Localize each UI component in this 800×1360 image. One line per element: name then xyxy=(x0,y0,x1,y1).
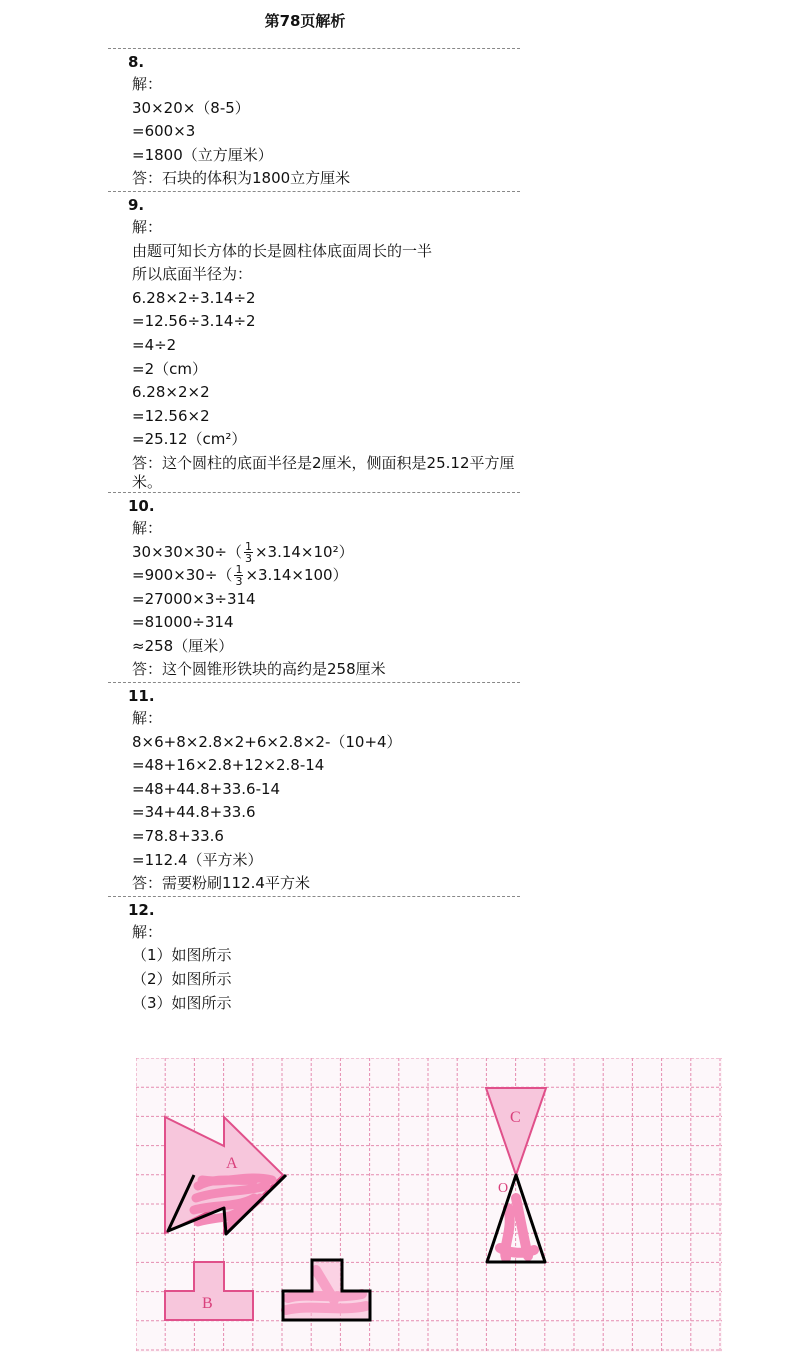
solution-line: 6.28×2×2 xyxy=(132,383,210,402)
problem-12 xyxy=(108,896,520,1015)
solution-line: ≈258（厘米） xyxy=(132,636,234,655)
label-b: B xyxy=(202,1295,213,1312)
solution-line: （3）如图所示 xyxy=(132,993,232,1012)
solution-line: 6.28×2÷3.14÷2 xyxy=(132,288,256,307)
expression-part: ×3.14×10²） xyxy=(254,542,354,561)
solution-line: =27000×3÷314 xyxy=(132,589,256,608)
solution-line: =12.56×2 xyxy=(132,406,210,425)
fraction-numerator: 1 xyxy=(244,539,252,553)
solution-line: =112.4（平方米） xyxy=(132,850,263,869)
fraction-numerator: 1 xyxy=(235,563,243,577)
problem-8 xyxy=(108,48,520,191)
solution-line: 8×6+8×2.8×2+6×2.8×2-（10+4） xyxy=(132,732,402,751)
fraction-denominator: 3 xyxy=(235,575,243,589)
solution-line: 解： xyxy=(132,75,163,93)
transformation-grid-figure xyxy=(136,1058,722,1352)
solution-line: 解： xyxy=(132,922,163,941)
solutions-content xyxy=(108,48,520,1015)
solution-line: =12.56÷3.14÷2 xyxy=(132,312,256,331)
problem-number: 9. xyxy=(128,195,145,214)
expression-part: ×3.14×100） xyxy=(245,566,348,585)
problem-10 xyxy=(108,492,520,682)
answer-line: 答：这个圆柱的底面半径是2厘米，侧面积是25.12平方厘米。 xyxy=(132,453,515,491)
solution-line: 所以底面半径为： xyxy=(132,265,253,284)
solution-line: 解： xyxy=(132,518,163,537)
solution-line: =81000÷314 xyxy=(132,613,234,632)
solution-line: =78.8+33.6 xyxy=(132,827,224,846)
fraction-one-third xyxy=(234,564,243,587)
answer-line: 答：需要粉刷112.4平方米 xyxy=(132,874,310,893)
page-title: 第78页解析 xyxy=(264,12,346,30)
solution-line: 解： xyxy=(132,217,163,236)
problem-11 xyxy=(108,682,520,896)
solution-line: =4÷2 xyxy=(132,335,177,354)
fraction-one-third xyxy=(244,541,253,564)
problem-number: 11. xyxy=(128,687,155,706)
problem-9 xyxy=(108,191,520,492)
solution-line: 30×20×（8-5） xyxy=(132,98,250,117)
solution-line: =25.12（cm²） xyxy=(132,430,247,449)
label-a: A xyxy=(226,1155,238,1172)
solution-line: 解： xyxy=(132,709,163,728)
label-o: O xyxy=(498,1181,509,1196)
solution-line xyxy=(132,541,520,565)
solution-line: （2）如图所示 xyxy=(132,970,232,988)
fraction-denominator: 3 xyxy=(244,551,252,565)
solution-line: =34+44.8+33.6 xyxy=(132,803,256,822)
solution-line xyxy=(132,564,520,588)
solution-line: =600×3 xyxy=(132,122,196,141)
problem-number: 10. xyxy=(128,496,155,515)
problem-number: 8. xyxy=(128,53,145,71)
solution-line: =48+16×2.8+12×2.8-14 xyxy=(132,756,325,775)
solution-line: =48+44.8+33.6-14 xyxy=(132,779,281,798)
expression-part: 30×30×30÷（ xyxy=(132,542,242,561)
solution-line: （1）如图所示 xyxy=(132,946,232,965)
label-c: C xyxy=(510,1109,521,1126)
solution-line: =1800（立方厘米） xyxy=(132,145,273,164)
solution-line: 由题可知长方体的长是圆柱体底面周长的一半 xyxy=(132,241,433,260)
problem-number: 12. xyxy=(128,900,155,919)
answer-line: 答：这个圆锥形铁块的高约是258厘米 xyxy=(132,660,386,679)
expression-part: =900×30÷（ xyxy=(132,566,233,585)
solution-line: =2（cm） xyxy=(132,359,207,378)
answer-line: 答：石块的体积为1800立方厘米 xyxy=(132,169,351,188)
